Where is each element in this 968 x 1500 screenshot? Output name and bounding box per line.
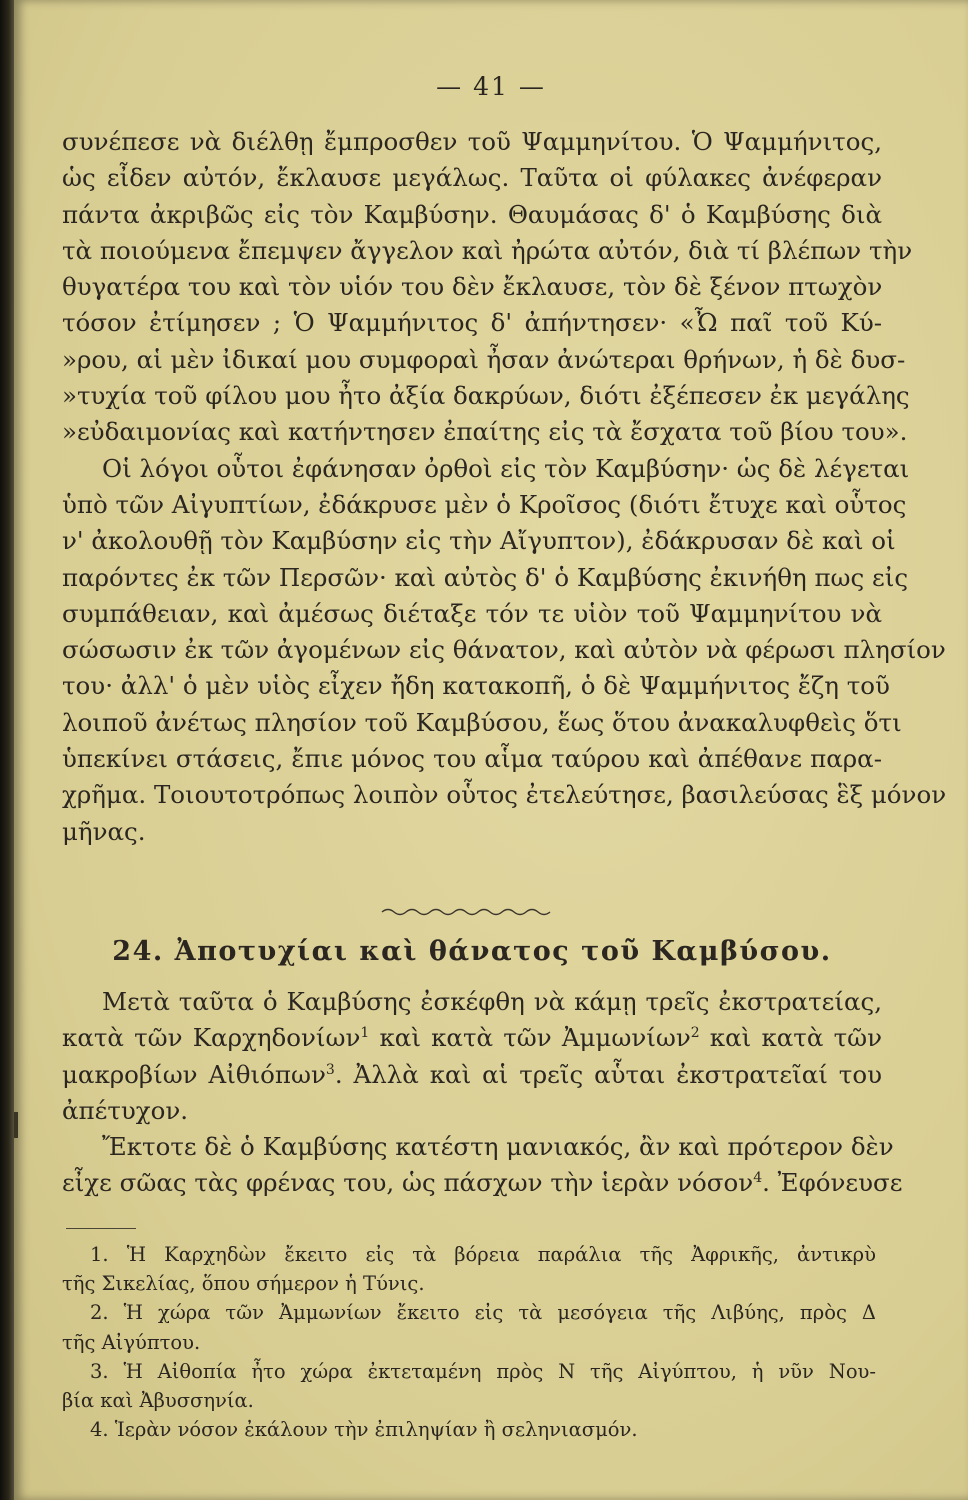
section-heading: 24. Ἀποτυχίαι καὶ θάνατος τοῦ Καμβύσου. [112, 936, 832, 967]
footnote-line: τῆς Σικελίας, ὅπου σήμερον ἡ Τύνις. [62, 1272, 425, 1296]
footnote-line: 2. Ἡ χώρα τῶν Ἀμμωνίων ἔκειτο εἰς τὰ μεσόγεια τῆς Λιβύης, πρὸς Δ [90, 1301, 876, 1325]
text-line: χρῆμα. Τοιουτοτρόπως λοιπὸν οὗτος ἐτελεύτησε, βασιλεύσας ἓξ μόνον [62, 780, 947, 810]
body-text-bottom [62, 984, 903, 1202]
text-line: Ἔκτοτε δὲ ὁ Καμβύσης κατέστη μανιακός, ἂν καὶ πρότερον δὲν [102, 1132, 894, 1162]
footnote-rule [66, 1228, 136, 1229]
text-line: ὡς εἶδεν αὐτόν, ἔκλαυσε μεγάλως. Ταῦτα οἱ φύλακες ἀνέφεραν [62, 163, 882, 193]
body-text-top [62, 124, 947, 850]
footnotes [62, 1240, 876, 1444]
text-line: Οἱ λόγοι οὗτοι ἐφάνησαν ὀρθοὶ εἰς τὸν Καμβύσην· ὡς δὲ λέγεται [102, 453, 910, 483]
text-line: συμπάθειαν, καὶ ἀμέσως διέταξε τόν τε υἱὸν τοῦ Ψαμμηνίτου νὰ [62, 598, 882, 628]
page-edge-mark [14, 1112, 18, 1138]
text-line: μῆνας. [62, 816, 146, 846]
text-line: τὰ ποιούμενα ἔπεμψεν ἄγγελον καὶ ἠρώτα αὐτόν, διὰ τί βλέπων τὴν [62, 235, 913, 265]
footnote-ref: 3 [325, 1061, 335, 1078]
text-line: παρόντες ἐκ τῶν Περσῶν· καὶ αὐτὸς δ' ὁ Καμβύσης ἐκινήθη πως εἰς [62, 562, 909, 592]
text-line: ὑπὸ τῶν Αἰγυπτίων, ἐδάκρυσε μὲν ὁ Κροῖσος (διότι ἔτυχε καὶ οὗτος [62, 489, 907, 519]
text-line: τόσον ἐτίμησεν ; Ὁ Ψαμμήνιτος δ' ἀπήντησεν· «Ὦ παῖ τοῦ Κύ- [62, 308, 882, 338]
footnote-line: βία καὶ Ἀβυσσηνία. [62, 1388, 254, 1412]
text-line: κατὰ τῶν Καρχηδονίων$^1$ καὶ κατὰ τῶν Ἀμμωνίων$^2$ καὶ κατὰ τῶν [62, 1023, 882, 1053]
footnote-ref: 4 [753, 1170, 763, 1187]
text-line: »ρου, αἱ μὲν ἰδικαί μου συμφοραὶ ἦσαν ἀνώτεραι θρήνων, ἡ δὲ δυσ- [62, 344, 906, 374]
book-page [14, 0, 968, 1500]
text-line: »εὐδαιμονίας καὶ κατήντησεν ἐπαίτης εἰς τὰ ἔσχατα τοῦ βίου του». [62, 417, 908, 447]
footnote-ref: 2 [690, 1025, 700, 1042]
text-line: μακροβίων Αἰθιόπων$^3$. Ἀλλὰ καὶ αἱ τρεῖς αὗται ἐκστρατεῖαί του [62, 1059, 883, 1089]
text-line: πάντα ἀκριβῶς εἰς τὸν Καμβύσην. Θαυμάσας δ' ὁ Καμβύσης διὰ [62, 199, 882, 229]
text-line: ν' ἀκολουθῇ τὸν Καμβύσην εἰς τὴν Αἴγυπτον), ἐδάκρυσαν δὲ καὶ οἱ [62, 526, 896, 556]
footnote-line: τῆς Αἰγύπτου. [62, 1330, 201, 1354]
text-line: ὑπεκίνει στάσεις, ἔπιε μόνος του αἷμα ταύρου καὶ ἀπέθανε παρα- [62, 744, 882, 774]
text-line: σώσωσιν ἐκ τῶν ἀγομένων εἰς θάνατον, καὶ αὐτὸν νὰ φέρωσι πλησίον [62, 635, 946, 665]
footnote-line: 4. Ἱερὰν νόσον ἐκάλουν τὴν ἐπιληψίαν ἢ σεληνιασμόν. [90, 1418, 638, 1442]
text-line: συνέπεσε νὰ διέλθῃ ἔμπροσθεν τοῦ Ψαμμηνίτου. Ὁ Ψαμμήνιτος, [62, 127, 882, 156]
footnote-line: 1. Ἡ Καρχηδὼν ἔκειτο εἰς τὰ βόρεια παράλια τῆς Ἀφρικῆς, ἀντικρὺ [90, 1243, 876, 1266]
text-line: εἶχε σῶας τὰς φρένας του, ὡς πάσχων τὴν ἱερὰν νόσον$^4$. Ἐφόνευσε [62, 1168, 903, 1198]
text-line: ἀπέτυχον. [62, 1095, 189, 1125]
text-line: λοιποῦ ἀνέτως πλησίον τοῦ Καμβύσου, ἕως ὅτου ἀνακαλυφθεὶς ὅτι [62, 707, 902, 737]
text-line: Μετὰ ταῦτα ὁ Καμβύσης ἐσκέφθη νὰ κάμῃ τρεῖς ἐκστρατείας, [102, 987, 882, 1016]
text-line: »τυχία τοῦ φίλου μου ἦτο ἀξία δακρύων, διότι ἐξέπεσεν ἐκ μεγάλης [62, 381, 910, 411]
footnote-ref: 1 [360, 1025, 370, 1042]
footnote-line: 3. Ἡ Αἰθοπία ἦτο χώρα ἐκτεταμένη πρὸς Ν τῆς Αἰγύπτου, ἡ νῦν Νου- [90, 1359, 876, 1383]
page-number: — 41 — [436, 72, 546, 101]
wavy-divider [380, 906, 556, 918]
text-line: θυγατέρα του καὶ τὸν υἱόν του δὲν ἔκλαυσε, τὸν δὲ ξένον πτωχὸν [62, 272, 883, 302]
book-gutter [0, 0, 14, 1500]
text-line: του· ἀλλ' ὁ μὲν υἱὸς εἶχεν ἤδη κατακοπῆ, ὁ δὲ Ψαμμήνιτος ἔζη τοῦ [62, 671, 890, 701]
